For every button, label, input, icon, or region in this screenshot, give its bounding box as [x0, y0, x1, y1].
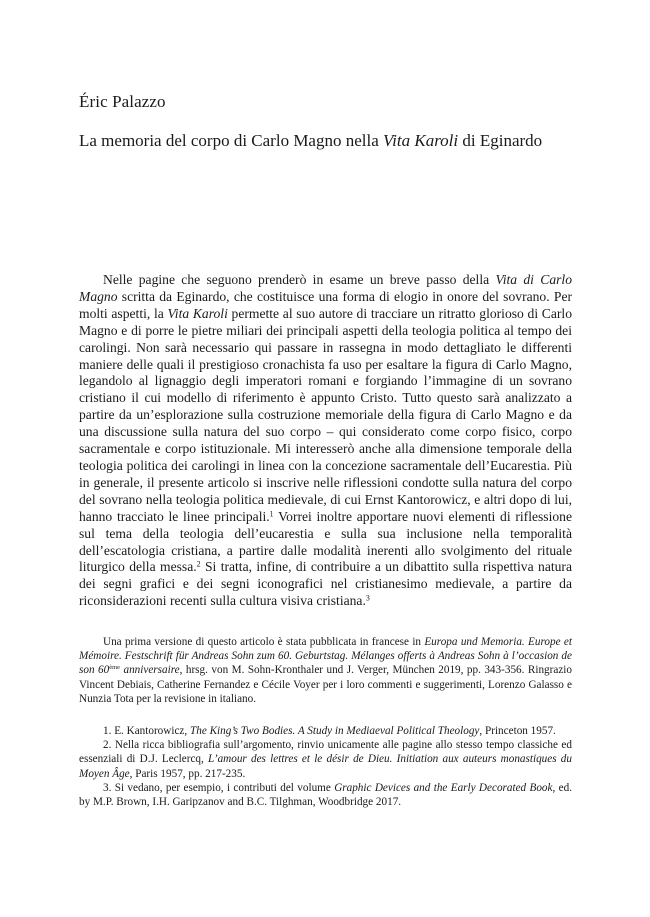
- title-text: La memoria del corpo di Carlo Magno nella: [79, 131, 384, 150]
- footnote-text: 3. Si vedano, per esempio, i contributi del volume: [103, 781, 335, 794]
- body-segment: permette al suo autore di tracciare un ritratto glorioso di Carlo Magno e di porre le pietre miliari dei principali aspetti della teologia politica al tempo dei carolingi. Non sarà necessario qui passare in rassegna in modo dettagliato le differenti maniere delle quali il prestigioso cronachista fa uso per esaltare la figura di Carlo Magno, legandolo al lignaggio degli imperatori romani e forgiando l’immagine di un sovrano cristiano il cui modello di riferimento è appunto Cristo. Tutto questo sarà analizzato a partire da un’esplorazione sulla costruzione memoriale della figura di Carlo Magno e da una discussione sulla natura del suo corpo – qui considerato come corpo fisico, corpo sacramentale e corpo istituzionale. Mi interesserò anche alla dimensione temporale della teologia politica dei carolingi in linea con la concezione sacramentale dell’Eucarestia. Più in generale, il presente articolo si inscrive nelle riflessioni condotte sulla natura del corpo del sovrano nella teologia politica medievale, di cui Ernst Kantorowicz, e altri dopo di lui, hanno tracciato le linee principali.: [79, 305, 573, 524]
- note-italic: Europa und Memoria. Europe et Mémoire. Festschrift für Andreas Sohn zum 60. Geburtstag. Mélanges offerts à Andreas Sohn à l’occasion de son 60: [79, 636, 572, 677]
- footnote-text: , Paris 1957, pp. 217-235.: [129, 767, 246, 780]
- body-segment: Nelle pagine che seguono prenderò in esame un breve passo della: [103, 272, 496, 287]
- footnote-ref-2[interactable]: 2: [196, 559, 201, 569]
- note-text: , hrsg. von M. Sohn-Kronthaler und J. Verger, München 2019, pp. 343-356. Ringrazio Vincent Debiais, Catherine Fernandez e Cécile Voyer per i loro commenti e suggerimenti, Lorenzo Galasso e Nunzia Tota per la revisione in italiano.: [79, 664, 573, 705]
- footnote-text: 2. Nella ricca bibliografia sull’argomento, rinvio unicamente alle pagine allo stesso tempo classiche ed essenziali di D.J. Leclercq,: [79, 739, 572, 766]
- footnote-text: , Princeton 1957.: [479, 725, 556, 737]
- body-italic: Vita Karoli: [167, 305, 228, 321]
- footnote-2: [79, 738, 572, 781]
- intro-note: [79, 635, 572, 706]
- intro-note-paragraph: [79, 635, 572, 706]
- footnote-1: [79, 724, 572, 738]
- note-italic: anniversaire: [120, 664, 180, 677]
- footnote-italic: L’amour des lettres et le désir de Dieu. Initiation aux auteurs monastiques du Moyen Âge: [79, 753, 572, 780]
- body-segment: Si tratta, infine, di contribuire a un dibattito sulla rispettiva natura dei segni grafici e dei segni iconografici nel cristianesimo medievale, a partire da riconsiderazioni recenti sulla cultura visiva cristiana.: [79, 559, 572, 609]
- body-italic: Vita di Carlo Magno: [79, 272, 572, 304]
- body-segment: Vorrei inoltre apportare nuovi elementi di riflessione sul tema della teologia dell’eucarestia e sulla sua inclusione nella temporalità dell’escatologia cristiana, a partire dalle modalità inerenti allo svolgimento del rituale liturgico della messa.: [79, 508, 572, 575]
- footnote-italic: The King’s Two Bodies. A Study in Mediaeval Political Theology: [190, 725, 480, 737]
- note-superscript: ème: [109, 664, 121, 672]
- body-text: [79, 272, 572, 610]
- footnotes: [79, 724, 572, 809]
- footnote-italic: Graphic Devices and the Early Decorated Book: [334, 781, 553, 794]
- title-italic: Vita Karoli: [383, 131, 459, 150]
- footnote-text: 1. E. Kantorowicz,: [103, 725, 190, 737]
- author-name: Éric Palazzo: [79, 92, 166, 111]
- footnote-ref-3[interactable]: 3: [365, 593, 370, 603]
- body-paragraph: [79, 272, 572, 610]
- article-title: [79, 131, 542, 151]
- footnote-3: [79, 781, 572, 809]
- title-text-end: di Eginardo: [458, 131, 543, 150]
- body-segment: scritta da Eginardo, che costituisce una forma di elogio in onore del sovrano. Per molti aspetti, la: [79, 288, 572, 321]
- note-text: Una prima versione di questo articolo è stata pubblicata in francese in: [103, 636, 425, 648]
- footnote-text: , ed. by M.P. Brown, I.H. Garipzanov and B.C. Tilghman, Woodbridge 2017.: [79, 781, 573, 809]
- footnote-ref-1[interactable]: 1: [269, 508, 274, 518]
